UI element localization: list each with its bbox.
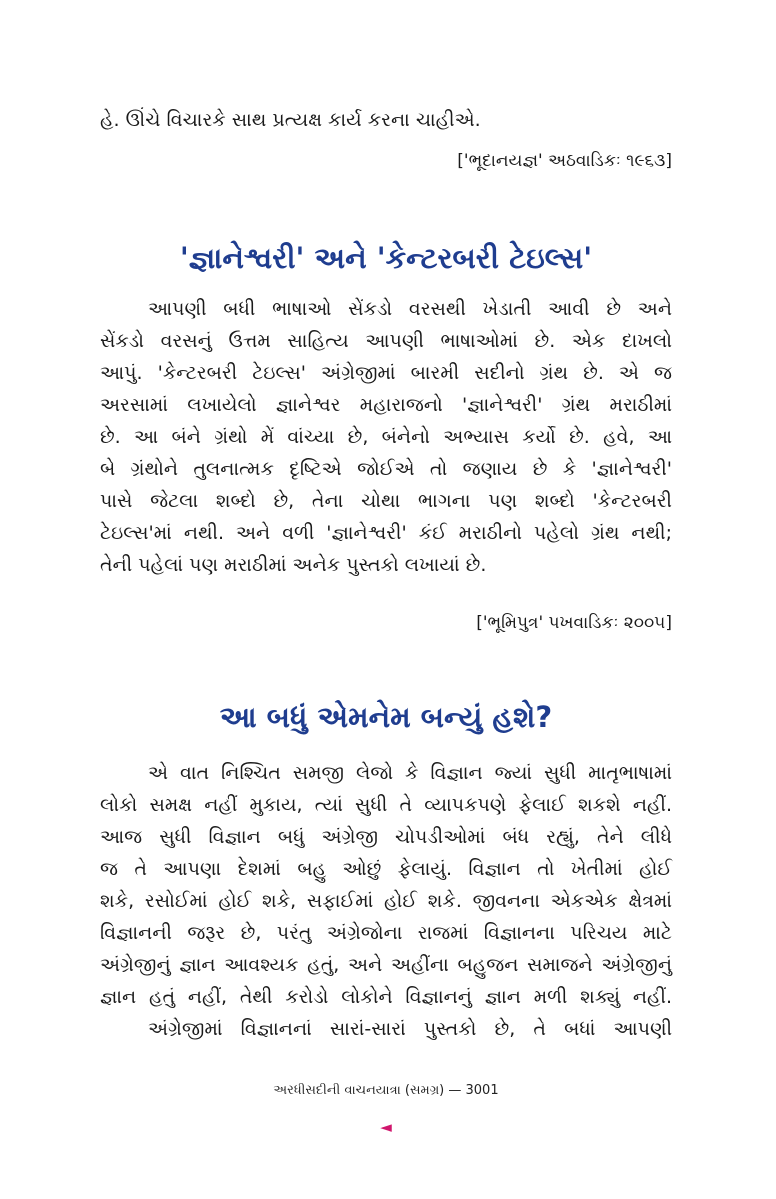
section1-line: પાસે જેટલા શબ્દો છે, તેના ચોથા ભાગના પણ શબ્દો 'કેન્ટરબરી	[100, 490, 672, 512]
section1-citation: ['ભૂમિપુત્ર' પખવાડિકઃ ૨૦૦૫]	[476, 613, 672, 633]
section1-line: તેની પહેલાં પણ મરાઠીમાં અનેક પુસ્તકો લખાયાં છે.	[100, 554, 487, 576]
section2-line: અંગ્રેજીમાં વિજ્ઞાનનાં સારાં-સારાં પુસ્તકો છે, તે બધાં આપણી	[148, 1018, 672, 1040]
section1-line: ટેઇલ્સ'માં નથી. અને વળી 'જ્ઞાનેશ્વરી' કંઈ મરાઠીનો પહેલો ગ્રંથ નથી;	[100, 522, 672, 544]
section1-heading: 'જ્ઞાનેશ્વરી' અને 'કેન્ટરબરી ટેઇલ્સ'	[179, 241, 593, 275]
section2-line: લોકો સમક્ષ નહીં મુકાય, ત્યાં સુધી તે વ્યાપકપણે ફેલાઈ શકશે નહીં.	[100, 794, 672, 816]
section2-line: અંગ્રેજીનું જ્ઞાન આવશ્યક હતું, અને અહીંના બહુજન સમાજને અંગ્રેજીનું	[100, 954, 672, 976]
section2-heading: આ બધું એમનેમ બન્યું હશે?	[219, 700, 553, 734]
book-page	[100, 0, 672, 1199]
section2-line: એ વાત નિશ્ચિત સમજી લેજો કે વિજ્ઞાન જ્યાં સુધી માતૃભાષામાં	[148, 762, 672, 784]
page-marker-icon: ◄	[380, 1118, 392, 1136]
section2-line: જ તે આપણા દેશમાં બહુ ઓછું ફેલાયું. વિજ્ઞાન તો ખેતીમાં હોઈ	[100, 858, 672, 880]
section1-body	[100, 293, 672, 581]
section2-line: વિજ્ઞાનની જરૂર છે, પરંતુ અંગ્રેજોના રાજમાં વિજ્ઞાનના પરિચય માટે	[100, 922, 672, 944]
intro-text: હે. ઊંચે વિચારકે સાથ પ્રત્યક્ષ કાર્ય કરના ચાહીએ.	[100, 109, 481, 131]
section1-line: આપણી બધી ભાષાઓ સેંકડો વરસથી ખેડાતી આવી છે અને	[148, 298, 672, 320]
section2-line: આજ સુધી વિજ્ઞાન બધું અંગ્રેજી ચોપડીઓમાં બંધ રહ્યું, તેને લીધે	[100, 826, 672, 848]
section1-line: આપું. 'કેન્ટરબરી ટેઇલ્સ' અંગ્રેજીમાં બારમી સદીનો ગ્રંથ છે. એ જ	[100, 362, 672, 384]
section2-body	[100, 757, 672, 1045]
intro-citation: ['ભૂદાનયજ્ઞ' અઠવાડિકઃ ૧૯૬૩]	[457, 151, 672, 171]
section2-line: શકે, રસોઈમાં હોઈ શકે, સફાઈમાં હોઈ શકે. જીવનના એકએક ક્ષેત્રમાં	[100, 890, 672, 912]
section1-line: અરસામાં લખાયેલો જ્ઞાનેશ્વર મહારાજનો 'જ્ઞાનેશ્વરી' ગ્રંથ મરાઠીમાં	[100, 394, 672, 416]
section2-line: જ્ઞાન હતું નહીં, તેથી કરોડો લોકોને વિજ્ઞાનનું જ્ઞાન મળી શક્યું નહીં.	[100, 986, 672, 1008]
section1-line: બે ગ્રંથોને તુલનાત્મક દૃષ્ટિએ જોઈએ તો જણાય છે કે 'જ્ઞાનેશ્વરી'	[100, 458, 672, 480]
section1-line: છે. આ બંને ગ્રંથો મેં વાંચ્યા છે, બંનેનો અભ્યાસ કર્યો છે. હવે, આ	[100, 426, 672, 448]
page-footer: અરધીસદીની વાચનયાત્રા (સમગ્ર) — 3001	[273, 1083, 499, 1098]
section1-line: સેંકડો વરસનું ઉત્તમ સાહિત્ય આપણી ભાષાઓમાં છે. એક દાખલો	[100, 330, 672, 352]
